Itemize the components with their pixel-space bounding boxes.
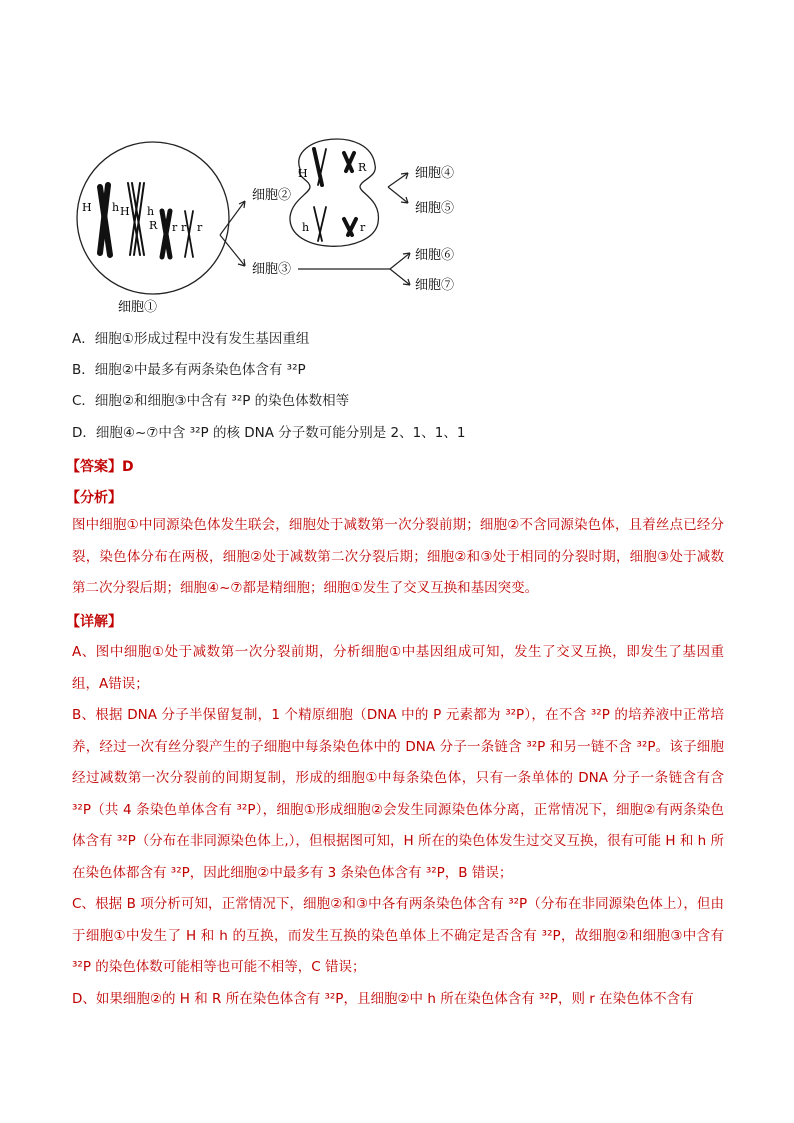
gene-label: r xyxy=(197,221,203,234)
detail-b: B、根据 DNA 分子半保留复制，1 个精原细胞（DNA 中的 P 元素都为 ³²P），在不含 ³²P 的培养液中正常培养，经过一次有丝分裂产生的子细胞中每条染色体中的 DNA 分子一条链含 ³²P 和另一链不含 ³²P。该子细胞经过减数第一次分裂前的间期复制，形成的细胞①中每条染色体，只有一条单体的 DNA 分子一条链含有含 ³²P（共 4 条染色单体含有 ³²P），细胞①形成细胞②会发生同源染色体分离，正常情况下，细胞②有两条染色体含有 ³²P（分布在非同源染色体上,），但根据图可知，H 所在的染色体发生过交叉互换，很有可能 H 和 h 所在染色体都含有 ³²P，因此细胞②中最多有 3 条染色体含有 ³²P，B 错误； xyxy=(72,707,724,881)
gene-label: H xyxy=(82,201,92,214)
detail-d: D、如果细胞②的 H 和 R 所在染色体含有 ³²P，且细胞②中 h 所在染色体含有 ³²P，则 r 在染色体不含有 xyxy=(72,990,694,1007)
gene-label: h xyxy=(302,221,310,234)
option-c: C．细胞②和细胞③中含有 ³²P 的染色体数相等 xyxy=(72,393,350,409)
detail-text xyxy=(72,637,724,1015)
arrow-to-cell2 xyxy=(220,201,245,235)
cell1-label: 细胞① xyxy=(118,300,158,315)
gene-label: r xyxy=(181,221,187,234)
arrow-to-cell6 xyxy=(390,253,410,269)
answer-value: D xyxy=(122,459,134,475)
gene-label: r xyxy=(360,221,366,234)
cell1-circle xyxy=(77,142,229,294)
cell4-label: 细胞④ xyxy=(415,166,455,181)
option-a: A．细胞①形成过程中没有发生基因重组 xyxy=(72,331,310,347)
cell7-label: 细胞⑦ xyxy=(415,278,455,293)
analysis-label: 【分析】 xyxy=(66,490,122,506)
gene-label: R xyxy=(149,219,158,232)
gene-label: R xyxy=(358,161,367,174)
analysis-paragraph: 图中细胞①中同源染色体发生联会，细胞处于减数第一次分裂前期；细胞②不含同源染色体，且着丝点已经分裂，染色体分布在两极，细胞②处于减数第二次分裂后期；细胞②和③处于相同的分裂时期，细胞③处于减数第二次分裂后期；细胞④~⑦都是精细胞；细胞①发生了交叉互换和基因突变。 xyxy=(72,517,724,596)
arrow-to-cell5 xyxy=(388,187,408,203)
gene-label: h xyxy=(147,205,155,218)
option-d: D．细胞④~⑦中含 ³²P 的核 DNA 分子数可能分别是 2、1、1、1 xyxy=(72,425,466,441)
gene-label: H xyxy=(298,167,308,180)
arrow-to-cell3 xyxy=(220,235,245,266)
detail-label: 【详解】 xyxy=(66,614,122,630)
gene-label: r xyxy=(172,221,178,234)
arrow-to-cell4 xyxy=(388,173,408,187)
cell5-label: 细胞⑤ xyxy=(415,201,455,216)
analysis-text xyxy=(72,510,724,605)
meiosis-diagram xyxy=(70,125,490,325)
cell2-chromosomes xyxy=(314,149,356,241)
gene-label: H xyxy=(120,205,130,218)
option-b: B．细胞②中最多有两条染色体含有 ³²P xyxy=(72,362,306,378)
cell6-label: 细胞⑥ xyxy=(415,248,455,263)
detail-a: A、图中细胞①处于减数第一次分裂前期，分析细胞①中基因组成可知，发生了交叉互换，即发生了基因重组，A错误； xyxy=(72,644,724,692)
gene-label: h xyxy=(112,201,120,214)
cell3-label: 细胞③ xyxy=(252,262,292,277)
answer-label: 【答案】 xyxy=(66,459,122,475)
detail-c: C、根据 B 项分析可知，正常情况下，细胞②和③中各有两条染色体含有 ³²P（分布在非同源染色体上），但由于细胞①中发生了 H 和 h 的互换，而发生互换的染色单体上不确定是否含有 ³²P，故细胞②和细胞③中含有 ³²P 的染色体数可能相等也可能不相等，C 错误； xyxy=(72,896,724,975)
answer-line xyxy=(66,456,134,476)
cell2-label: 细胞② xyxy=(252,188,292,203)
cell1-chromosomes xyxy=(100,183,193,257)
arrow-to-cell7 xyxy=(390,269,410,285)
